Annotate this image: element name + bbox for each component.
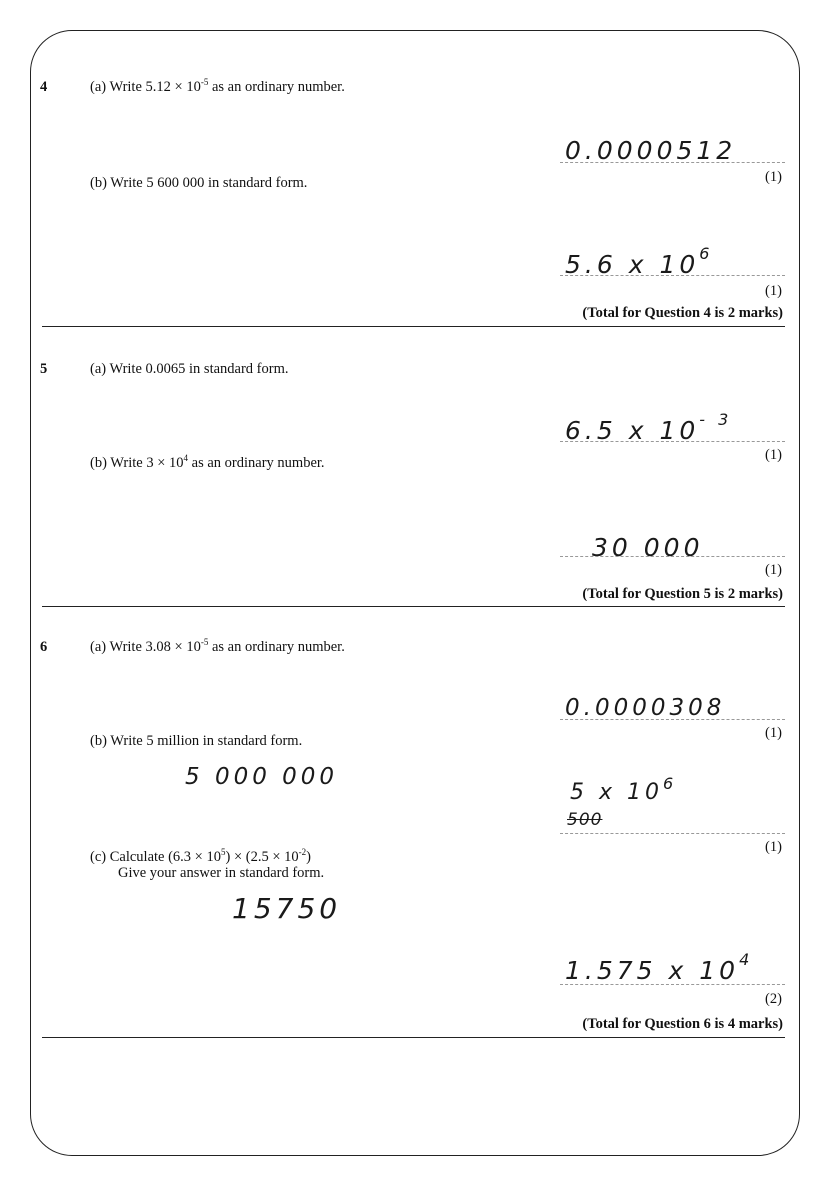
question-4-number: 4 bbox=[40, 79, 48, 95]
divider bbox=[42, 606, 785, 607]
q6b-marks: (1) bbox=[765, 839, 782, 855]
answer-line bbox=[560, 833, 785, 834]
q4-total: (Total for Question 4 is 2 marks) bbox=[582, 305, 783, 321]
answer-line bbox=[560, 984, 785, 985]
q5b-marks: (1) bbox=[765, 562, 782, 578]
q6c-instruction: Give your answer in standard form. bbox=[118, 865, 325, 881]
q6b-prompt: (b) Write 5 million in standard form. bbox=[90, 733, 303, 749]
q5b-answer: 30 000 bbox=[592, 533, 704, 562]
question-6-number: 6 bbox=[40, 639, 48, 655]
q5a-answer: 6.5 x $10^{- 3}$ bbox=[565, 410, 733, 445]
answer-line bbox=[560, 556, 785, 557]
answer-line bbox=[560, 441, 785, 442]
q6c-prompt: (c) Calculate $(6.3 \times 10^5) \times (2.5 \times 10^{-2})$ bbox=[90, 847, 311, 865]
q6a-answer: 0.0000308 bbox=[565, 695, 726, 721]
q4a-marks: (1) bbox=[765, 169, 782, 185]
q4a-prompt: (a) Write $5.12 \times 10^{-5}$ as an ordinary number. bbox=[90, 77, 345, 95]
q4b-answer: 5.6 x $10^6$ bbox=[565, 244, 714, 279]
q5a-prompt: (a) Write 0.0065 in standard form. bbox=[90, 361, 289, 377]
q6c-working: 15750 bbox=[232, 892, 342, 925]
q4a-answer: 0.0000512 bbox=[565, 136, 737, 165]
q4b-marks: (1) bbox=[765, 283, 782, 299]
q5a-marks: (1) bbox=[765, 447, 782, 463]
answer-line bbox=[560, 275, 785, 276]
q5-total: (Total for Question 5 is 2 marks) bbox=[582, 586, 783, 602]
divider bbox=[42, 1037, 785, 1038]
answer-line bbox=[560, 162, 785, 163]
q6a-prompt: (a) Write $3.08 \times 10^{-5}$ as an ordinary number. bbox=[90, 637, 345, 655]
q6a-marks: (1) bbox=[765, 725, 782, 741]
q6b-crossed-out: 500 bbox=[567, 810, 603, 830]
q6b-answer: 5 x $10^6$ bbox=[570, 774, 678, 805]
q6b-working: 5 000 000 bbox=[185, 764, 339, 790]
divider bbox=[42, 326, 785, 327]
question-5-number: 5 bbox=[40, 361, 48, 377]
q5b-prompt: (b) Write $3 \times 10^4$ as an ordinary number. bbox=[90, 453, 325, 471]
answer-line bbox=[560, 719, 785, 720]
q6c-marks: (2) bbox=[765, 991, 782, 1007]
q6c-answer: 1.575 x $10^4$ bbox=[565, 950, 754, 985]
q4b-prompt: (b) Write 5 600 000 in standard form. bbox=[90, 175, 308, 191]
q6-total: (Total for Question 6 is 4 marks) bbox=[582, 1016, 783, 1032]
